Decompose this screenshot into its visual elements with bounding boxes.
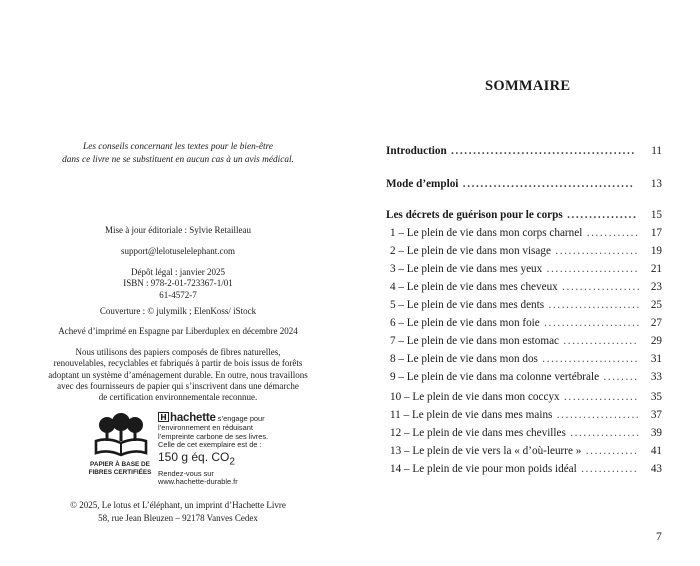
- toc-label: 1 – Le plein de vie dans mon corps charnel ............: [390, 227, 640, 239]
- copyright-block: [0, 499, 356, 524]
- hachette-durable-notice: [158, 412, 286, 487]
- eco-logos: [86, 411, 286, 491]
- co2-subscript: 2: [229, 456, 235, 468]
- toc-page-number: 43: [650, 463, 662, 475]
- toc-entry: [386, 406, 662, 424]
- toc-page-number: 25: [650, 299, 662, 311]
- toc-label: 7 – Le plein de vie dans mon estomac .................: [390, 335, 639, 347]
- paper-notice-line: de certification environnementale reconnue.: [98, 392, 258, 403]
- support-email: support@lelotuselelephant.com: [120, 246, 235, 256]
- toc-leader-dots: ......................: [539, 317, 641, 329]
- toc-label: 8 – Le plein de vie dans mon dos ......................: [390, 353, 640, 365]
- toc-entry: [386, 242, 662, 260]
- edition-code: 61-4572-7: [159, 289, 197, 300]
- toc-page-number: 21: [650, 263, 662, 275]
- certified-fiber-logo: [86, 411, 156, 491]
- paper-notice-line: renouvelables, recyclables et fabriqués à partir de bois issus de forêts: [53, 358, 303, 369]
- toc-page-number: 41: [650, 445, 662, 457]
- toc-entry: [386, 224, 662, 242]
- toc-leader-dots: .............: [576, 463, 639, 475]
- toc-page-number: 13: [650, 178, 662, 190]
- toc-label: 10 – Le plein de vie dans mon coccyx .................: [390, 391, 639, 403]
- caption-line: FIBRES CERTIFIÉES: [88, 469, 152, 477]
- toc-label: 6 – Le plein de vie dans mon foie ......................: [390, 317, 641, 329]
- hachette-url: www.hachette-durable.fr: [158, 477, 238, 487]
- hachette-text-line: Celle de cet exemplaire est de :: [158, 440, 262, 450]
- book-trees-icon: [91, 411, 151, 459]
- toc-page-number: 17: [650, 227, 662, 239]
- cover-credit: Couverture : © julymilk ; ElenKoss/ iStock: [99, 306, 257, 316]
- toc-label: 4 – Le plein de vie dans mes cheveux ..................: [390, 281, 642, 293]
- toc-leader-dots: ...................: [550, 245, 639, 257]
- toc-label: Les décrets de guérison pour le corps ................: [386, 209, 638, 221]
- toc-leader-dots: ..................: [557, 281, 642, 293]
- toc-page-number: 39: [650, 427, 662, 439]
- printing-notice: Achevé d’imprimé en Espagne par Liberduplex en décembre 2024: [58, 326, 298, 336]
- co2-amount: 150 g éq. CO: [158, 450, 230, 465]
- toc-label: 14 – Le plein de vie pour mon poids idéal .............: [390, 463, 639, 475]
- paper-notice-line: avec des fournisseurs de papier qui s’inscrivent dans une démarche: [57, 380, 299, 391]
- toc-leader-dots: ........: [599, 371, 639, 383]
- copyright-line: © 2025, Le lotus et L’éléphant, un imprint d’Hachette Livre: [70, 500, 286, 510]
- toc-label: 9 – Le plein de vie dans ma colonne vertébrale ........: [390, 371, 639, 383]
- visit-text: Rendez-vous sur: [158, 468, 214, 478]
- toc-page-number: 31: [650, 353, 662, 365]
- toc-leader-dots: ......................: [537, 353, 640, 365]
- toc-label: 2 – Le plein de vie dans mon visage ...................: [390, 245, 639, 257]
- paper-notice: [0, 347, 356, 403]
- toc-page-number: 23: [650, 281, 662, 293]
- toc-entry: [386, 278, 662, 296]
- editorial-update: Mise à jour éditoriale : Sylvie Retailleau: [105, 225, 251, 235]
- certified-fiber-caption: [80, 461, 160, 477]
- toc-label: 3 – Le plein de vie dans mes yeux .....................: [390, 263, 639, 275]
- toc-entry: [386, 314, 662, 332]
- legal-deposit: Dépôt légal : janvier 2025: [131, 267, 225, 277]
- toc-entry: [386, 442, 662, 460]
- hachette-text-line: l’environnement en réduisant: [158, 422, 253, 432]
- toc-leader-dots: ...................: [552, 409, 641, 421]
- hachette-text-line: l’empreinte carbone de ses livres.: [158, 431, 269, 441]
- right-page: [376, 0, 700, 566]
- toc-section: [386, 206, 662, 224]
- toc-page-number: 27: [650, 317, 662, 329]
- toc-page-number: 33: [650, 371, 662, 383]
- toc-leader-dots: ............: [581, 445, 639, 457]
- legal-info: [0, 267, 356, 301]
- caption-line: PAPIER À BASE DE: [90, 461, 150, 468]
- toc-label: 13 – Le plein de vie vers la « d’où-leurre » ............: [390, 445, 639, 457]
- toc-page-number: 29: [650, 335, 662, 347]
- toc-page-number: 19: [650, 245, 662, 257]
- toc-label: Mode d’emploi .......................................: [386, 178, 635, 190]
- page-title: SOMMAIRE: [485, 78, 571, 94]
- toc-entry: [386, 332, 662, 350]
- publisher-address: 58, rue Jean Bleuzen – 92178 Vanves Cedex: [98, 512, 258, 523]
- toc-entry: [386, 368, 662, 386]
- toc-entry: [386, 424, 662, 442]
- paper-notice-line: adoptant un système d’aménagement durable. En outre, nous travaillons: [48, 369, 308, 380]
- hachette-text-line: s’engage pour: [217, 414, 265, 423]
- health-disclaimer: [0, 141, 356, 166]
- toc-leader-dots: ................: [562, 209, 638, 221]
- toc-leader-dots: ............: [582, 227, 640, 239]
- isbn: ISBN : 978-2-01-723367-1/01: [123, 278, 233, 289]
- page-number: 7: [656, 531, 662, 543]
- toc-leader-dots: .................: [559, 391, 639, 403]
- toc-page-number: 15: [650, 209, 662, 221]
- hachette-brand: hachette: [170, 412, 216, 424]
- toc-leader-dots: .................: [559, 335, 639, 347]
- toc-section: [386, 142, 662, 160]
- toc-page-number: 35: [650, 391, 662, 403]
- toc-entry: [386, 350, 662, 368]
- toc-section: [386, 175, 662, 193]
- co2-value: [158, 450, 286, 469]
- toc-leader-dots: .....................: [542, 263, 639, 275]
- toc-entry: [386, 460, 662, 478]
- toc-leader-dots: ................: [565, 427, 641, 439]
- toc-label: Introduction ..........................................: [386, 145, 636, 157]
- toc-page-number: 11: [651, 145, 662, 157]
- toc-label: 5 – Le plein de vie dans mes dents .....................: [390, 299, 641, 311]
- toc-leader-dots: .......................................: [458, 178, 635, 190]
- disclaimer-line: Les conseils concernant les textes pour le bien-être: [83, 142, 273, 152]
- toc-entry: [386, 296, 662, 314]
- toc-entry: [386, 388, 662, 406]
- disclaimer-line: dans ce livre ne se substituent en aucun cas à un avis médical.: [62, 154, 294, 165]
- toc-leader-dots: .....................: [544, 299, 641, 311]
- toc-label: 12 – Le plein de vie dans mes chevilles ................: [390, 427, 641, 439]
- toc-leader-dots: ..........................................: [446, 145, 636, 157]
- hachette-logo-icon: [158, 412, 169, 422]
- toc-entry: [386, 260, 662, 278]
- toc-page-number: 37: [650, 409, 662, 421]
- paper-notice-line: Nous utilisons des papiers composés de fibres naturelles,: [75, 347, 281, 357]
- toc-label: 11 – Le plein de vie dans mes mains ...................: [390, 409, 641, 421]
